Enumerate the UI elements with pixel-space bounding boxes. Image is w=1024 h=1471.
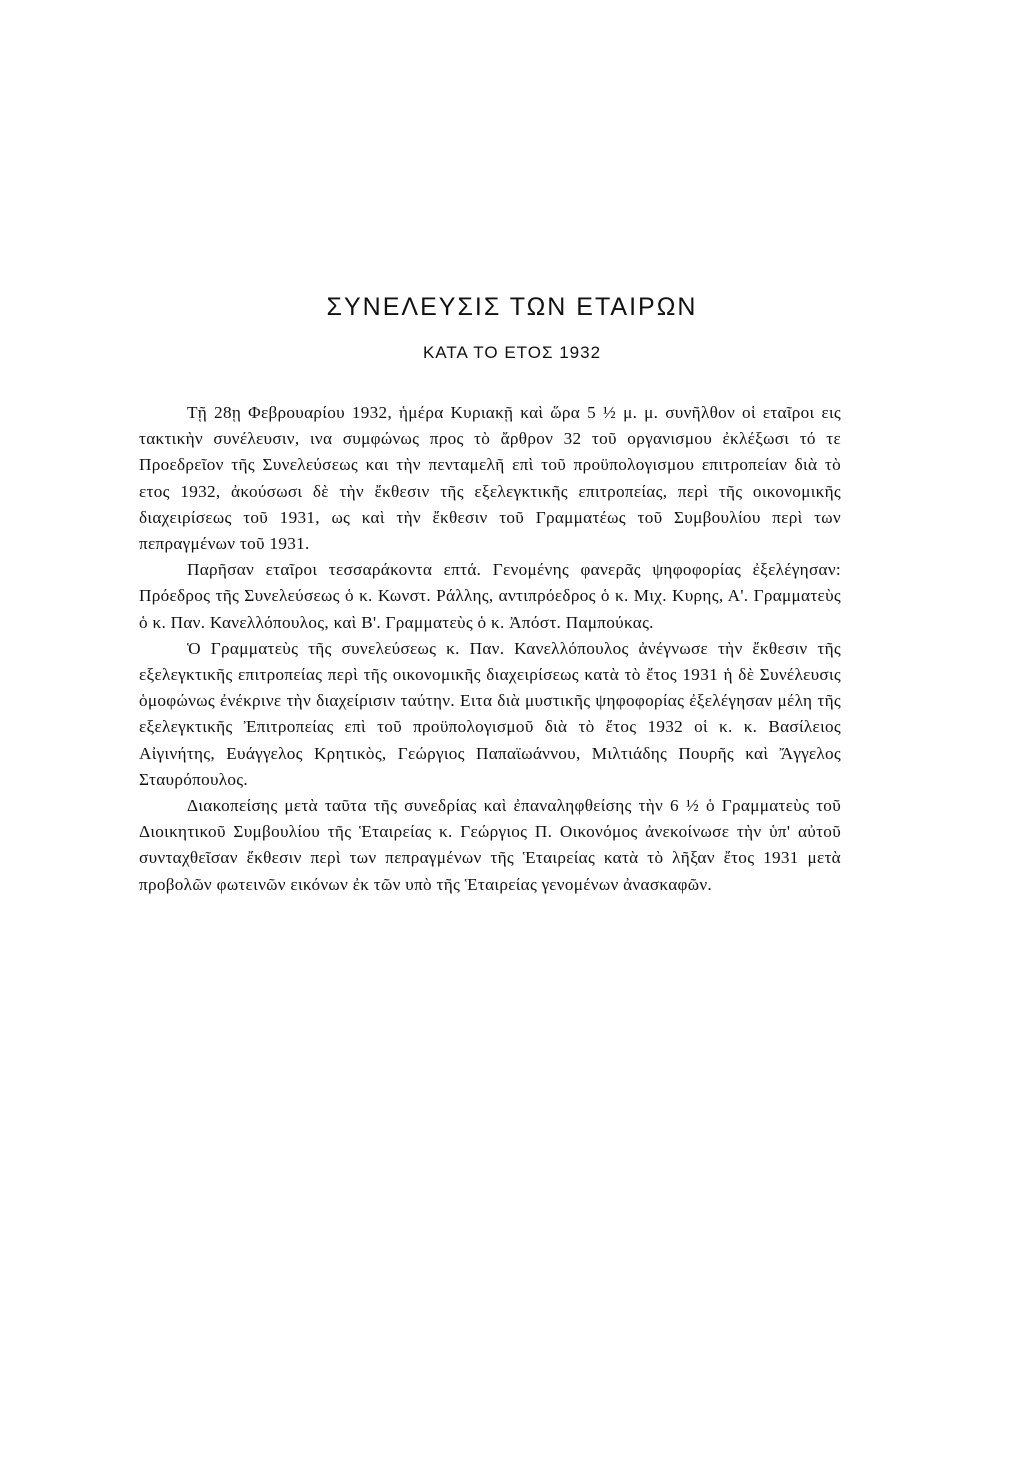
paragraph: Τῇ 28ῃ Φεβρουαρίου 1932, ἡμέρα Κυριακῇ καὶ ὥρα 5 ½ μ. μ. συνῆλθον οἱ εταῖροι εις τακτικὴν συνέλευσιν, ινα συμφώνως προς τὸ ἄρθρον 32 τοῦ οργανισμου ἐκλέξωσι τό τε Προεδρεῖον τῆς Συνελεύσεως και τὴν πενταμελῆ επὶ τοῦ προϋπολογισμου επιτροπείαν διὰ τὸ ετος 1932, ἀκούσωσι δὲ τὴν ἔκθεσιν τῆς εξελεγκτικῆς επιτροπείας, περὶ τῆς οικονομικῆς διαχειρίσεως τοῦ 1931, ως καὶ τὴν ἔκθεσιν τοῦ Γραμματέως τοῦ Συμβουλίου περὶ των πεπραγμένων τοῦ 1931. <box>139 403 841 554</box>
paragraph: Παρῆσαν εταῖροι τεσσαράκοντα επτά. Γενομένης φανερᾶς ψηφοφορίας ἐξελέγησαν: Πρόεδρος τῆς Συνελεύσεως ὁ κ. Κωνστ. Ράλλης, αντιπρόεδρος ὁ κ. Μιχ. Κυρης, Α'. Γραμματεὺς ὁ κ. Παν. Κανελλόπουλος, καὶ Β'. Γραμματεὺς ὁ κ. Ἀπόστ. Παμπούκας. <box>139 560 841 632</box>
paragraph: Διακοπείσης μετὰ ταῦτα τῆς συνεδρίας καὶ ἐπαναληφθείσης τὴν 6 ½ ὁ Γραμματεὺς τοῦ Διοικητικοῦ Συμβουλίου τῆς Ἑταιρείας κ. Γεώργιος Π. Οικονόμος ἀνεκοίνωσε τὴν ὑπ' αὐτοῦ συνταχθεῖσαν ἔκθεσιν περὶ των πεπραγμένων τῆς Ἑταιρείας κατὰ τὸ λῆξαν ἔτος 1931 μετὰ προβολῶν φωτεινῶν εικόνων ἐκ τῶν υπὸ τῆς Ἑταιρείας γενομένων ἀνασκαφῶν. <box>139 796 841 894</box>
document-title: ΣΥΝΕΛΕΥΣΙΣ ΤΩΝ ΕΤΑΙΡΩΝ <box>326 293 698 321</box>
paragraph: Ὁ Γραμματεὺς τῆς συνελεύσεως κ. Παν. Κανελλόπουλος ἀνέγνωσε τὴν ἔκθεσιν τῆς εξελεγκτικῆς επιτροπείας περὶ τῆς οικονομικῆς διαχειρίσεως κατὰ τὸ ἔτος 1931 ἡ δὲ Συνέλευσις ὁμοφώνως ἐνέκρινε τὴν διαχείρισιν ταύτην. Ειτα διὰ μυστικῆς ψηφοφορίας ἐξελέγησαν μέλη τῆς εξελεγκτικῆς Ἐπιτροπείας επὶ τοῦ προϋπολογισμοῦ διὰ τὸ ἔτος 1932 οἱ κ. κ. Βασίλειος Αἰγινήτης, Ευάγγελος Κρητικὸς, Γεώργιος Παπαϊωάννου, Μιλτιάδης Πουρῆς καὶ Ἄγγελος Σταυρόπουλος. <box>139 638 841 789</box>
document-subtitle: ΚΑΤΑ ΤΟ ΕΤΟΣ 1932 <box>422 343 602 362</box>
document-body <box>139 400 841 898</box>
